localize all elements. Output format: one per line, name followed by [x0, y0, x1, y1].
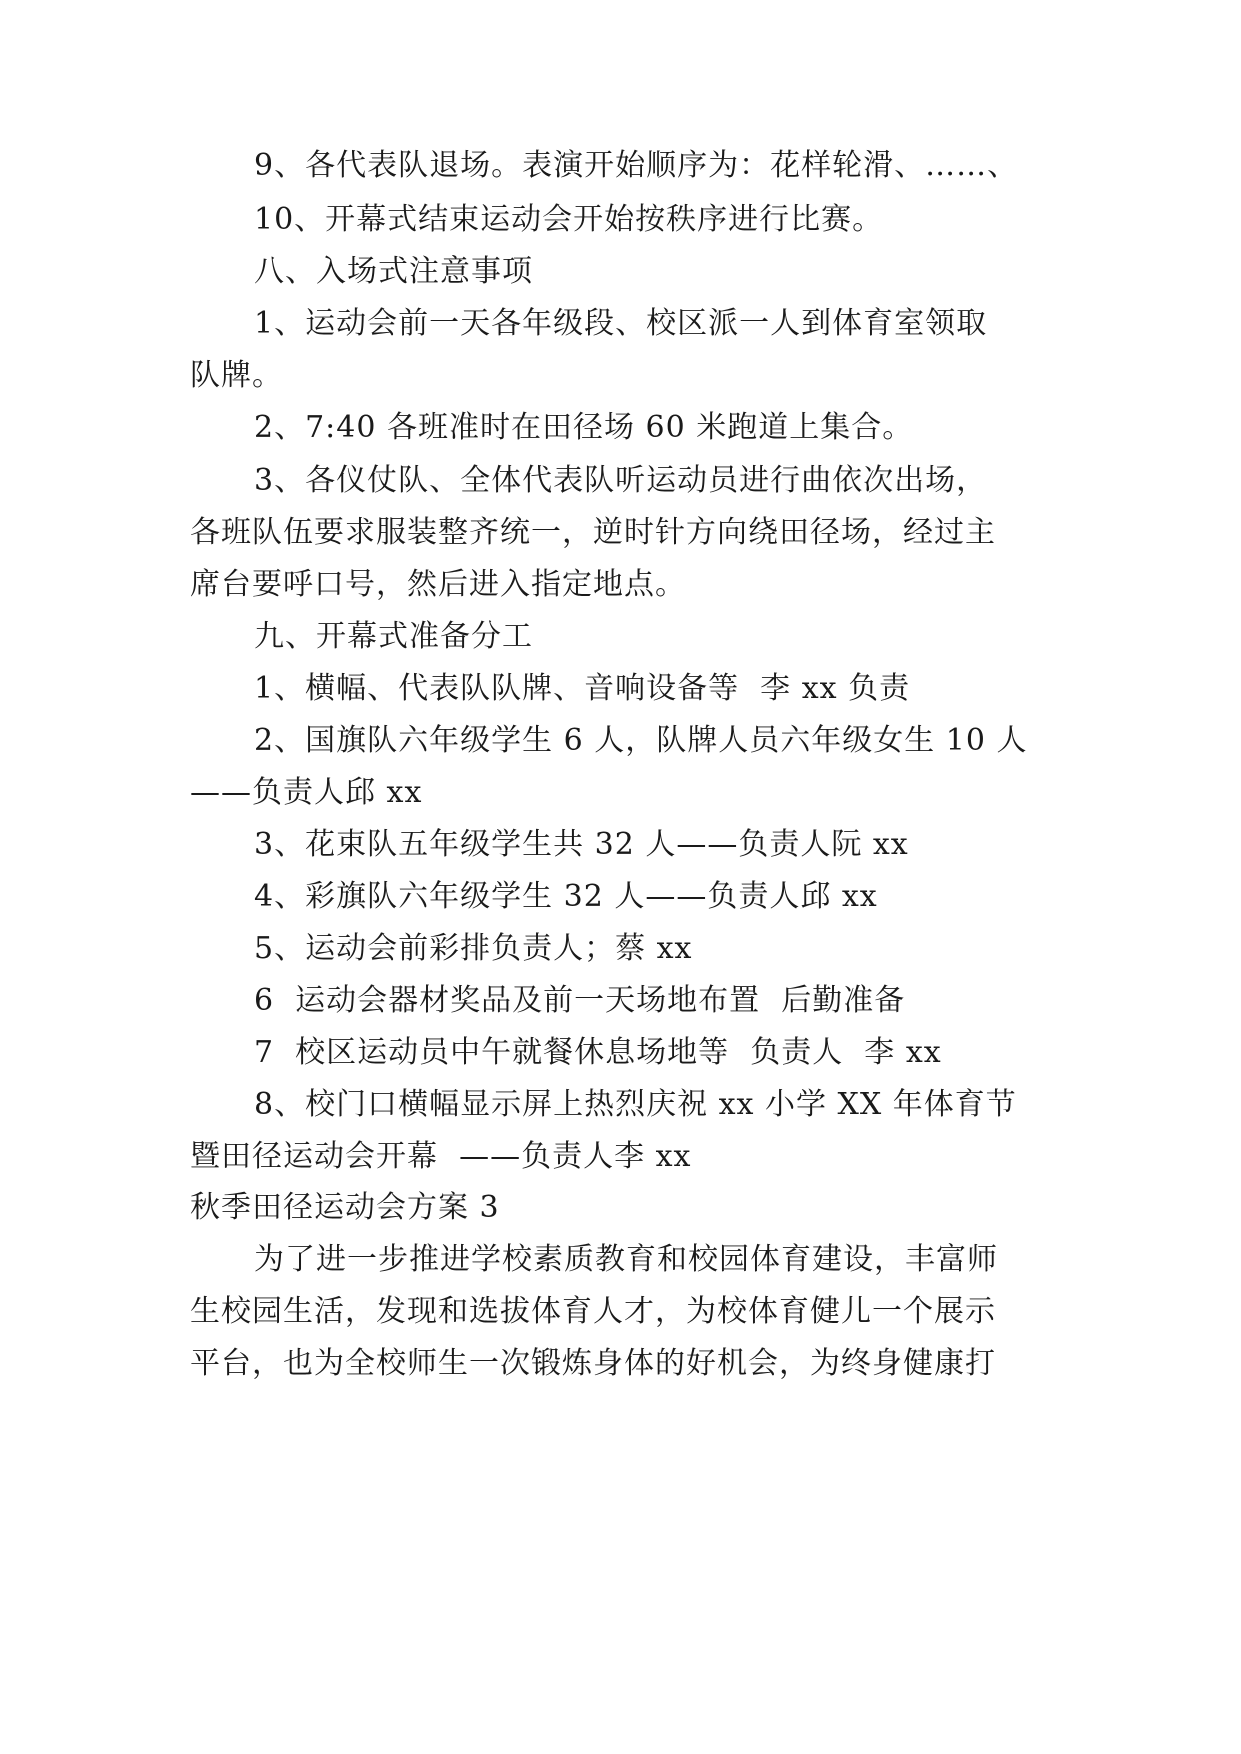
text-line: 生校园生活，发现和选拔体育人才，为校体育健儿一个展示 [190, 1294, 996, 1329]
text-line: 队牌。 [190, 358, 283, 393]
text-line: 3、花束队五年级学生共 32 人——负责人阮 xx [254, 827, 909, 862]
text-line: 平台，也为全校师生一次锻炼身体的好机会，为终身健康打 [190, 1346, 996, 1381]
document-title: 秋季田径运动会方案 3 [190, 1190, 500, 1225]
text-line: 各班队伍要求服装整齐统一，逆时针方向绕田径场，经过主 [190, 515, 996, 550]
text-line: 6 运动会器材奖品及前一天场地布置 后勤准备 [254, 983, 906, 1018]
section-heading: 九、开幕式准备分工 [254, 619, 533, 654]
text-line: 10、开幕式结束运动会开始按秩序进行比赛。 [254, 202, 884, 237]
text-line: 3、各仪仗队、全体代表队听运动员进行曲依次出场， [254, 463, 988, 498]
section-heading: 八、入场式注意事项 [254, 254, 533, 289]
text-line: 暨田径运动会开幕 ——负责人李 xx [190, 1139, 692, 1174]
text-line: 4、彩旗队六年级学生 32 人——负责人邱 xx [254, 879, 878, 914]
text-line: 2、7:40 各班准时在田径场 60 米跑道上集合。 [254, 410, 914, 445]
text-line: 2、国旗队六年级学生 6 人，队牌人员六年级女生 10 人 [254, 723, 1028, 758]
text-line: ——负责人邱 xx [190, 775, 423, 810]
text-line: 1、横幅、代表队队牌、音响设备等 李 xx 负责 [254, 671, 911, 706]
text-line: 1、运动会前一天各年级段、校区派一人到体育室领取 [254, 306, 988, 341]
text-line: 8、校门口横幅显示屏上热烈庆祝 xx 小学 XX 年体育节 [254, 1087, 1017, 1122]
text-line: 9、各代表队退场。表演开始顺序为：花样轮滑、……、 [254, 148, 1019, 183]
text-line: 为了进一步推进学校素质教育和校园体育建设，丰富师 [254, 1242, 998, 1277]
text-line: 席台要呼口号，然后进入指定地点。 [190, 567, 686, 602]
text-line: 5、运动会前彩排负责人；蔡 xx [254, 931, 693, 966]
text-line: 7 校区运动员中午就餐休息场地等 负责人 李 xx [254, 1035, 942, 1070]
